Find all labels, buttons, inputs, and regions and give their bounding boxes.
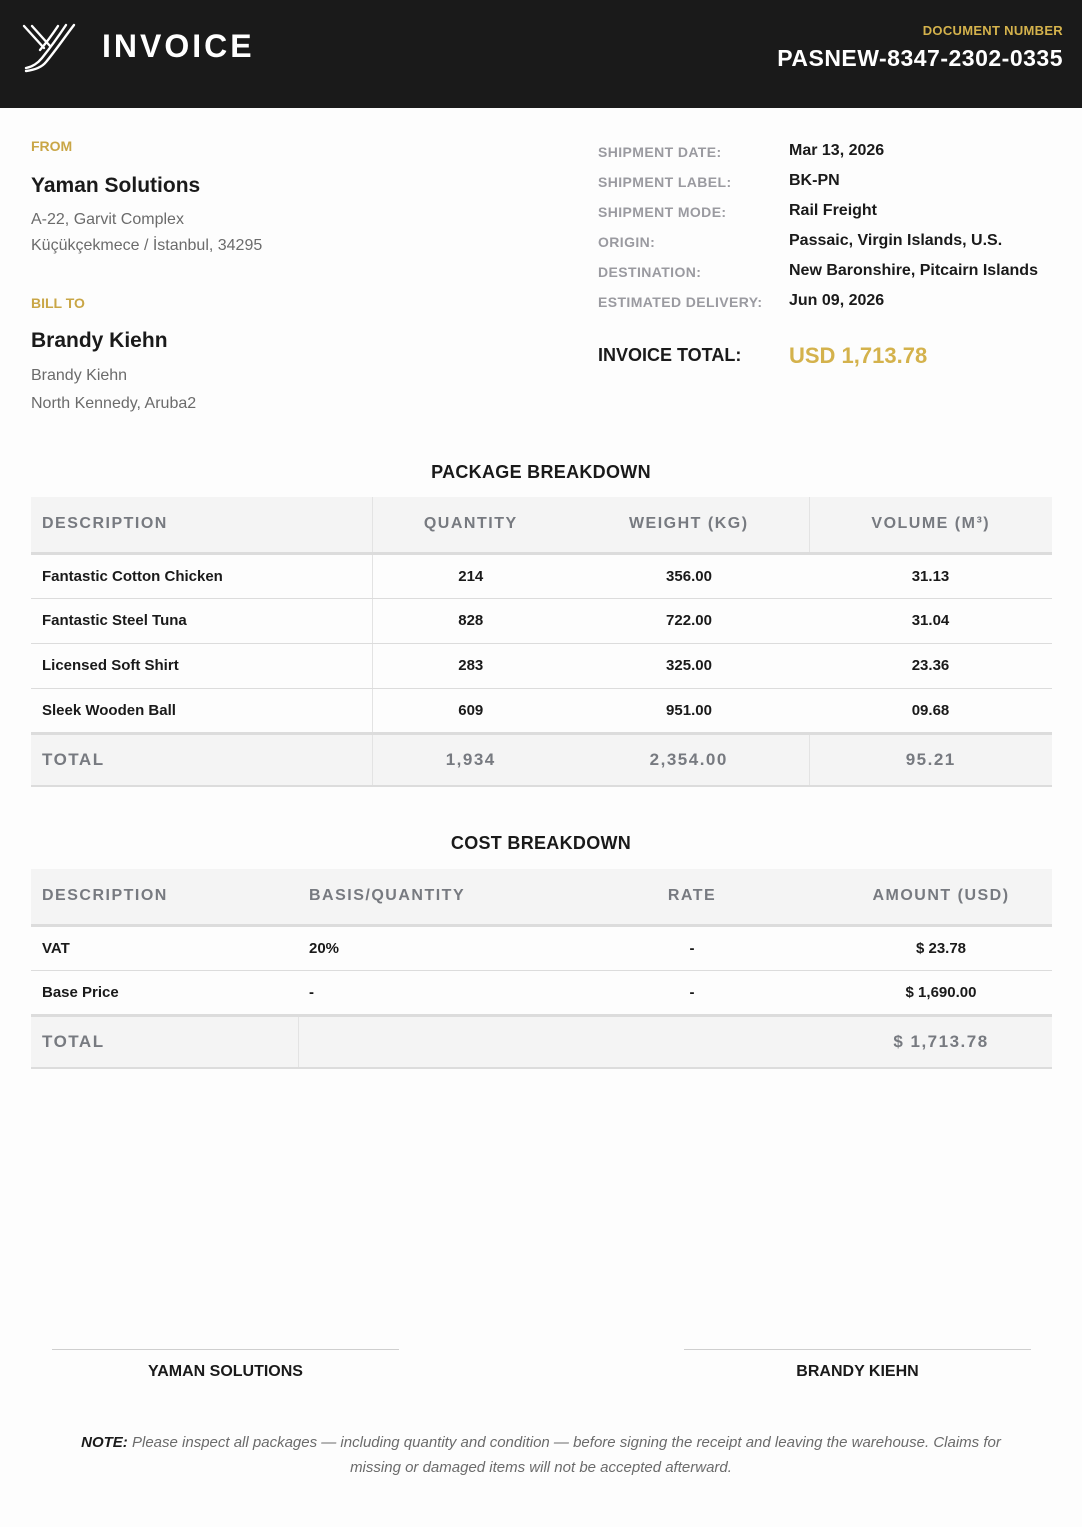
bill-to-label: BILL TO [31, 295, 85, 311]
cost-amount: $ 1,690.00 [830, 970, 1052, 1015]
bill-to-address-line: North Kennedy, Aruba2 [31, 395, 197, 412]
column-header: DESCRIPTION [31, 869, 298, 925]
shipment-label-value: BK-PN [789, 172, 840, 189]
item-quantity: 828 [372, 598, 569, 643]
from-name: Yaman Solutions [31, 174, 201, 197]
column-header: BASIS/QUANTITY [298, 869, 554, 925]
item-description: Fantastic Cotton Chicken [31, 553, 372, 598]
item-weight: 325.00 [569, 643, 809, 688]
estimated-delivery-label: ESTIMATED DELIVERY: [598, 294, 763, 310]
note-label: NOTE: [81, 1434, 128, 1451]
origin-label: ORIGIN: [598, 234, 656, 250]
destination-label: DESTINATION: [598, 264, 702, 280]
table-row [31, 688, 1052, 733]
bill-to-address-line: Brandy Kiehn [31, 367, 128, 384]
cost-description: VAT [31, 925, 298, 970]
table-header-row [31, 869, 1052, 925]
total-weight: 2,354.00 [569, 733, 809, 786]
item-weight: 722.00 [569, 598, 809, 643]
shipment-mode-label: SHIPMENT MODE: [598, 204, 727, 220]
item-weight: 356.00 [569, 553, 809, 598]
column-header: WEIGHT (KG) [569, 497, 809, 553]
item-volume: 23.36 [809, 643, 1052, 688]
cost-description: Base Price [31, 970, 298, 1015]
cost-basis: 20% [298, 925, 554, 970]
document-title: INVOICE [102, 28, 255, 64]
item-quantity: 214 [372, 553, 569, 598]
column-header: AMOUNT (USD) [830, 869, 1052, 925]
shipment-date-value: Mar 13, 2026 [789, 142, 885, 159]
signature-line [684, 1349, 1031, 1350]
note-text: Please inspect all packages — including quantity and condition — before signing the receipt and leaving the warehouse. Claims for missing or damaged items will not be accepted afterward. [131, 1434, 1001, 1476]
package-breakdown-title: PACKAGE BREAKDOWN [431, 462, 651, 482]
total-volume: 95.21 [809, 733, 1052, 786]
shipment-label-label: SHIPMENT LABEL: [598, 174, 732, 190]
estimated-delivery-value: Jun 09, 2026 [789, 292, 885, 309]
invoice-total-label: INVOICE TOTAL: [598, 345, 742, 365]
item-quantity: 283 [372, 643, 569, 688]
total-label: TOTAL [31, 733, 372, 786]
destination-value: New Baronshire, Pitcairn Islands [789, 262, 1038, 279]
cost-amount: $ 23.78 [830, 925, 1052, 970]
item-volume: 09.68 [809, 688, 1052, 733]
item-volume: 31.04 [809, 598, 1052, 643]
footer-note [55, 1430, 1027, 1480]
shipment-date-label: SHIPMENT DATE: [598, 144, 722, 160]
invoice-header [0, 0, 1082, 108]
item-description: Licensed Soft Shirt [31, 643, 372, 688]
cost-basis: - [298, 970, 554, 1015]
table-row [31, 643, 1052, 688]
from-address-line: Küçükçekmece / İstanbul, 34295 [31, 237, 263, 254]
cost-rate: - [554, 925, 830, 970]
item-description: Sleek Wooden Ball [31, 688, 372, 733]
total-spacer [298, 1015, 830, 1068]
bill-to-name: Brandy Kiehn [31, 329, 168, 352]
cost-breakdown-title: COST BREAKDOWN [450, 833, 632, 853]
invoice-total-value: USD 1,713.78 [789, 343, 928, 368]
origin-value: Passaic, Virgin Islands, U.S. [789, 232, 1003, 249]
item-quantity: 609 [372, 688, 569, 733]
from-label: FROM [31, 138, 73, 154]
column-header: VOLUME (M³) [809, 497, 1052, 553]
signature-name-recipient: BRANDY KIEHN [796, 1363, 919, 1380]
table-header-row [31, 497, 1052, 553]
cost-total-row [31, 1015, 1052, 1068]
signature-line [52, 1349, 399, 1350]
cost-breakdown-table [31, 869, 1052, 1069]
item-volume: 31.13 [809, 553, 1052, 598]
signature-name-sender: YAMAN SOLUTIONS [148, 1363, 303, 1380]
column-header: RATE [554, 869, 830, 925]
from-address-line: A-22, Garvit Complex [31, 211, 184, 228]
package-total-row [31, 733, 1052, 786]
item-description: Fantastic Steel Tuna [31, 598, 372, 643]
item-weight: 951.00 [569, 688, 809, 733]
table-row [31, 598, 1052, 643]
column-header: DESCRIPTION [31, 497, 372, 553]
table-row [31, 970, 1052, 1015]
total-quantity: 1,934 [372, 733, 569, 786]
table-row [31, 553, 1052, 598]
cost-rate: - [554, 970, 830, 1015]
column-header: QUANTITY [372, 497, 569, 553]
document-number: PASNEW-8347-2302-0335 [777, 45, 1063, 71]
package-breakdown-table [31, 497, 1052, 787]
total-amount: $ 1,713.78 [830, 1015, 1052, 1068]
table-row [31, 925, 1052, 970]
shipment-mode-value: Rail Freight [789, 202, 878, 219]
logo-icon [20, 22, 78, 74]
total-label: TOTAL [31, 1015, 298, 1068]
document-number-label: DOCUMENT NUMBER [922, 23, 1063, 38]
